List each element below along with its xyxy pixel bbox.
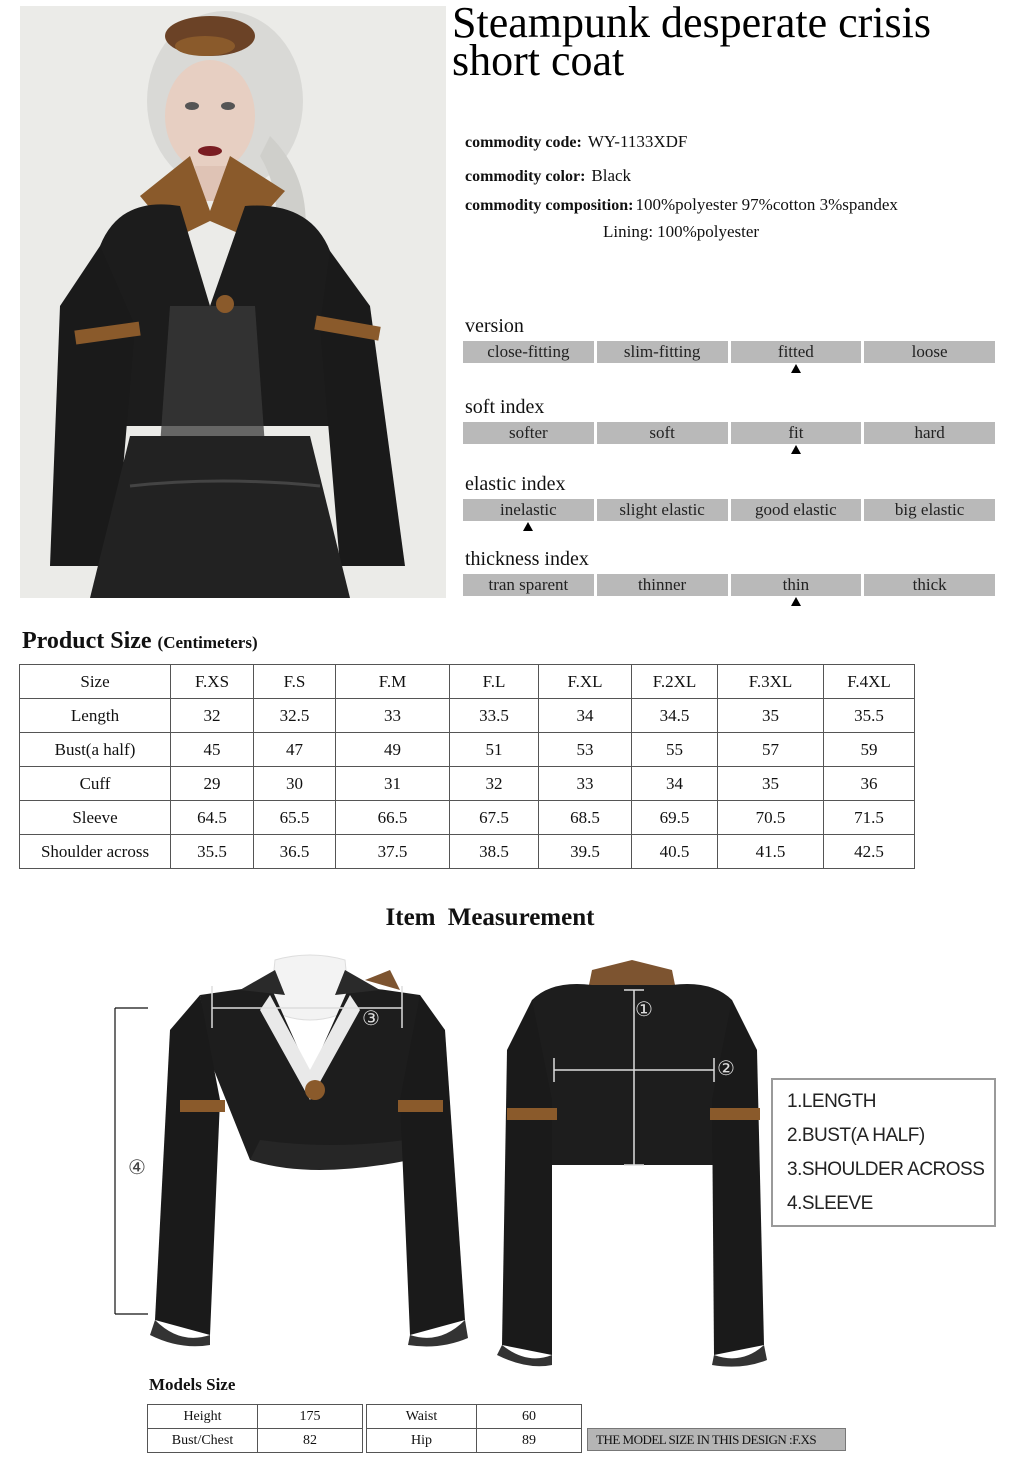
row-label: Shoulder across — [20, 835, 171, 869]
product-title-line-1: Steampunk desperate crisis — [452, 0, 931, 47]
table-cell: 39.5 — [539, 835, 632, 869]
thickness-index-selected-marker — [791, 597, 801, 606]
header-cell: F.XL — [539, 665, 632, 699]
lining-label: Lining: — [603, 222, 654, 241]
product-title — [452, 0, 1012, 85]
table-cell: 53 — [539, 733, 632, 767]
hip-value: 89 — [477, 1429, 582, 1453]
model-size-note: THE MODEL SIZE IN THIS DESIGN :F.XS — [587, 1428, 846, 1451]
table-cell: 36 — [824, 767, 915, 801]
thickness-index-option: thin — [731, 574, 862, 596]
soft-index-option: fit — [731, 422, 862, 444]
table-row — [20, 699, 915, 733]
row-label: Sleeve — [20, 801, 171, 835]
soft-index-selected-marker — [791, 445, 801, 454]
legend-item-length: 1.LENGTH — [787, 1091, 876, 1112]
table-cell: 34 — [539, 699, 632, 733]
header-cell: F.M — [336, 665, 450, 699]
garment-front-diagram — [110, 950, 470, 1350]
table-cell: 51 — [450, 733, 539, 767]
commodity-color-value: Black — [591, 166, 632, 185]
version-option: slim-fitting — [597, 341, 728, 363]
elastic-index-option: good elastic — [731, 499, 862, 521]
product-size-heading: Product Size — [22, 628, 152, 654]
table-row — [148, 1429, 363, 1453]
commodity-code-label: commodity code: — [465, 134, 582, 151]
table-cell: 59 — [824, 733, 915, 767]
thickness-index-option: thinner — [597, 574, 728, 596]
height-value: 175 — [258, 1405, 363, 1429]
waist-value: 60 — [477, 1405, 582, 1429]
height-label: Height — [148, 1405, 258, 1429]
table-cell: 69.5 — [632, 801, 718, 835]
bust-value: 82 — [258, 1429, 363, 1453]
table-cell: 47 — [254, 733, 336, 767]
legend-item-shoulder: 3.SHOULDER ACROSS — [787, 1159, 985, 1180]
thickness-index-scale — [463, 574, 995, 596]
table-cell: 33.5 — [450, 699, 539, 733]
waist-label: Waist — [367, 1405, 477, 1429]
model-photo — [20, 6, 446, 598]
table-cell: 35.5 — [824, 699, 915, 733]
row-label: Bust(a half) — [20, 733, 171, 767]
header-cell: F.2XL — [632, 665, 718, 699]
table-row — [367, 1429, 582, 1453]
table-cell: 37.5 — [336, 835, 450, 869]
hip-label: Hip — [367, 1429, 477, 1453]
version-option: fitted — [731, 341, 862, 363]
header-cell: F.3XL — [718, 665, 824, 699]
table-row — [20, 733, 915, 767]
models-size-table-left — [147, 1404, 363, 1453]
table-cell: 55 — [632, 733, 718, 767]
table-row — [20, 801, 915, 835]
soft-index-option: hard — [864, 422, 995, 444]
table-cell: 65.5 — [254, 801, 336, 835]
elastic-index-option: slight elastic — [597, 499, 728, 521]
marker-2: ② — [717, 1056, 735, 1080]
table-cell: 66.5 — [336, 801, 450, 835]
table-cell: 34 — [632, 767, 718, 801]
version-label: version — [465, 315, 524, 337]
header-cell: F.XS — [171, 665, 254, 699]
version-option: loose — [864, 341, 995, 363]
header-cell: Size — [20, 665, 171, 699]
product-size-title — [22, 628, 258, 655]
table-row — [367, 1405, 582, 1429]
commodity-color-label: commodity color: — [465, 168, 586, 185]
table-cell: 30 — [254, 767, 336, 801]
thickness-index-option: thick — [864, 574, 995, 596]
models-size-table-right — [366, 1404, 582, 1453]
table-cell: 33 — [539, 767, 632, 801]
soft-index-label: soft index — [465, 396, 545, 418]
table-row — [20, 767, 915, 801]
soft-index-scale — [463, 422, 995, 444]
table-cell: 40.5 — [632, 835, 718, 869]
elastic-index-option: big elastic — [864, 499, 995, 521]
table-cell: 49 — [336, 733, 450, 767]
row-label: Cuff — [20, 767, 171, 801]
table-cell: 34.5 — [632, 699, 718, 733]
lining-row — [603, 222, 759, 242]
elastic-index-label: elastic index — [465, 473, 566, 495]
table-row — [148, 1405, 363, 1429]
elastic-index-option: inelastic — [463, 499, 594, 521]
table-cell: 35 — [718, 699, 824, 733]
measurement-legend — [771, 1078, 996, 1227]
commodity-composition-value: 100%polyester 97%cotton 3%spandex — [635, 195, 898, 214]
marker-1: ① — [635, 997, 653, 1021]
marker-4: ④ — [128, 1155, 146, 1179]
elastic-index-scale — [463, 499, 995, 521]
table-cell: 57 — [718, 733, 824, 767]
soft-index-option: soft — [597, 422, 728, 444]
table-cell: 32 — [171, 699, 254, 733]
bust-label: Bust/Chest — [148, 1429, 258, 1453]
size-table-header — [20, 665, 915, 699]
table-cell: 31 — [336, 767, 450, 801]
elastic-index-selected-marker — [523, 522, 533, 531]
thickness-index-option: tran sparent — [463, 574, 594, 596]
models-size-title: Models Size — [149, 1375, 236, 1394]
table-cell: 35 — [718, 767, 824, 801]
table-cell: 68.5 — [539, 801, 632, 835]
table-cell: 36.5 — [254, 835, 336, 869]
version-option: close-fitting — [463, 341, 594, 363]
table-cell: 67.5 — [450, 801, 539, 835]
table-cell: 35.5 — [171, 835, 254, 869]
version-selected-marker — [791, 364, 801, 373]
header-cell: F.L — [450, 665, 539, 699]
garment-back-diagram — [492, 950, 772, 1370]
table-cell: 70.5 — [718, 801, 824, 835]
commodity-composition-label: commodity composition: — [465, 197, 634, 214]
table-row — [20, 835, 915, 869]
table-cell: 41.5 — [718, 835, 824, 869]
commodity-color-row — [465, 166, 631, 186]
table-cell: 29 — [171, 767, 254, 801]
table-cell: 45 — [171, 733, 254, 767]
size-table — [19, 664, 915, 869]
commodity-code-row — [465, 132, 687, 152]
soft-index-option: softer — [463, 422, 594, 444]
version-scale — [463, 341, 995, 363]
header-cell: F.S — [254, 665, 336, 699]
legend-item-sleeve: 4.SLEEVE — [787, 1193, 873, 1214]
table-cell: 38.5 — [450, 835, 539, 869]
table-cell: 42.5 — [824, 835, 915, 869]
marker-3: ③ — [362, 1006, 380, 1030]
table-cell: 33 — [336, 699, 450, 733]
row-label: Length — [20, 699, 171, 733]
lining-value: 100%polyester — [657, 222, 760, 241]
table-cell: 32 — [450, 767, 539, 801]
header-cell: F.4XL — [824, 665, 915, 699]
legend-item-bust: 2.BUST(A HALF) — [787, 1125, 925, 1146]
thickness-index-label: thickness index — [465, 548, 589, 570]
product-title-line-2: short coat — [452, 36, 625, 85]
table-cell: 64.5 — [171, 801, 254, 835]
table-cell: 71.5 — [824, 801, 915, 835]
item-measurement-title: Item Measurement — [385, 904, 595, 931]
product-size-unit: (Centimeters) — [157, 633, 258, 652]
table-cell: 32.5 — [254, 699, 336, 733]
commodity-composition-row — [465, 195, 898, 215]
commodity-code-value: WY-1133XDF — [587, 132, 688, 151]
